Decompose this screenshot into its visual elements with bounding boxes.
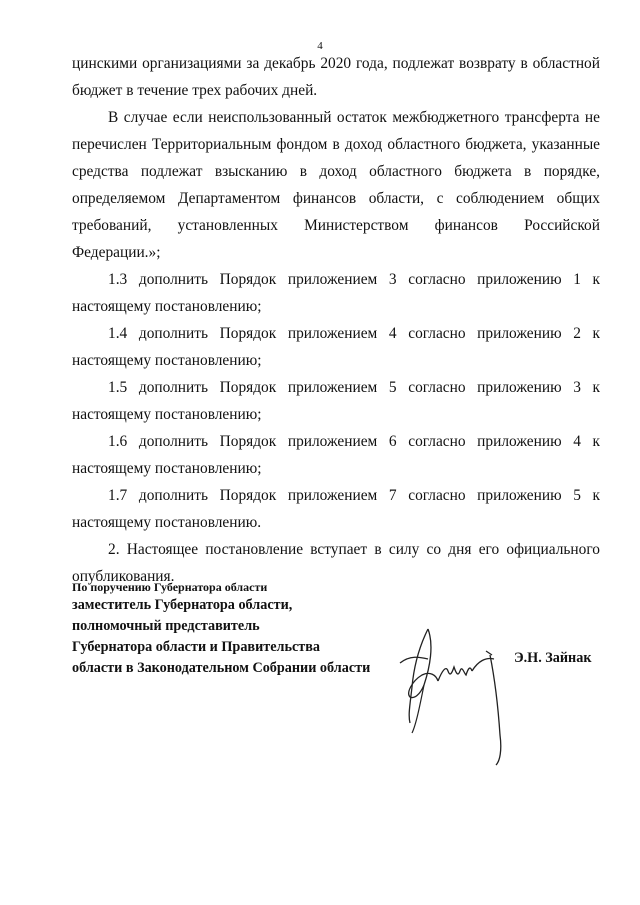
- paragraph-item-1-5: 1.5 дополнить Порядок приложением 5 согласно приложению 3 к настоящему постановлению;: [72, 379, 600, 423]
- paragraph-item-1-7: 1.7 дополнить Порядок приложением 7 согласно приложению 5 к настоящему постановлению.: [72, 487, 600, 531]
- signature-block: [72, 579, 412, 679]
- document-body: [72, 50, 600, 590]
- signature-title-line: полномочный представитель: [72, 618, 260, 634]
- signature-lead: По поручению Губернатора области: [72, 580, 268, 594]
- paragraph-item-1-3: 1.3 дополнить Порядок приложением 3 согласно приложению 1 к настоящему постановлению;: [72, 271, 600, 315]
- signer-name: Э.Н. Зайнак: [514, 650, 592, 666]
- page-number: 4: [317, 40, 323, 52]
- paragraph-item-2: 2. Настоящее постановление вступает в силу со дня его официального опубликования.: [72, 541, 600, 585]
- signature-title-line: заместитель Губернатора области,: [72, 597, 293, 613]
- paragraph-continuation: цинскими организациями за декабрь 2020 года, подлежат возврату в областной бюджет в течение трех рабочих дней.: [72, 55, 600, 99]
- signature-title-line: области в Законодательном Собрании области: [72, 660, 371, 676]
- handwritten-signature: [390, 615, 510, 775]
- paragraph-unused-balance: В случае если неиспользованный остаток межбюджетного трансферта не перечислен Территориальным фондом в доход областного бюджета, указанные средства подлежат взысканию в доход областного бюджета в порядке, определяемом Департаментом финансов области, с соблюдением общих требований, установленных Министерством финансов Российской Федерации.»;: [72, 109, 600, 261]
- paragraph-item-1-4: 1.4 дополнить Порядок приложением 4 согласно приложению 2 к настоящему постановлению;: [72, 325, 600, 369]
- paragraph-item-1-6: 1.6 дополнить Порядок приложением 6 согласно приложению 4 к настоящему постановлению;: [72, 433, 600, 477]
- signature-title-line: Губернатора области и Правительства: [72, 639, 320, 655]
